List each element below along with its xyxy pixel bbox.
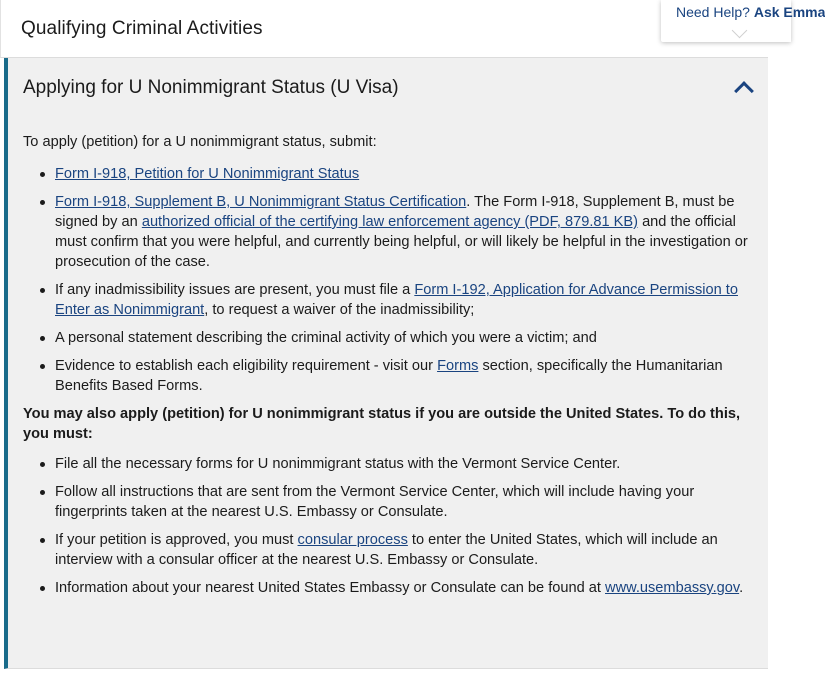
list-item <box>55 530 758 570</box>
list-text: If any inadmissibility issues are present, you must file a <box>55 282 415 298</box>
consular-process-link[interactable]: consular process <box>297 532 408 548</box>
form-i192-link[interactable]: Form I-192, Application for Advance Permission to Enter as Nonimmigrant <box>55 282 738 318</box>
list-item <box>55 356 758 396</box>
accordion-body <box>23 132 758 606</box>
chevron-up-icon[interactable] <box>734 81 754 101</box>
list-text: . The Form I-918, Supplement B, must be signed by an <box>55 194 735 230</box>
list-text: . <box>739 580 744 596</box>
intro-text: To apply (petition) for a U nonimmigrant status, submit: <box>23 134 377 150</box>
list-item <box>55 280 758 320</box>
list-text: Follow all instructions that are sent from the Vermont Service Center, which will include having your fingerprints taken at the nearest U.S. Embassy or Consulate. <box>55 484 695 520</box>
list-item <box>55 192 758 272</box>
list-text: File all the necessary forms for U nonimmigrant status with the Vermont Service Center. <box>55 456 621 472</box>
authorized-official-pdf-link[interactable]: authorized official of the certifying law enforcement agency (PDF, 879.81 KB) <box>141 214 639 230</box>
form-i918-supplement-b-link[interactable]: Form I-918, Supplement B, U Nonimmigrant Status Certification <box>55 194 467 210</box>
list-item <box>55 578 758 598</box>
usembassy-link[interactable]: www.usembassy.gov <box>605 580 740 596</box>
forms-link[interactable]: Forms <box>437 358 479 374</box>
outside-us-heading: You may also apply (petition) for U nonimmigrant status if you are outside the United States. To do this, you must: <box>23 406 741 442</box>
accordion-header[interactable] <box>8 58 768 118</box>
accordion-title: Applying for U Nonimmigrant Status (U Visa) <box>23 77 399 98</box>
accordion-title: Qualifying Criminal Activities <box>21 18 263 39</box>
accordion-u-visa <box>4 58 768 669</box>
list-item <box>55 482 758 522</box>
submit-list <box>23 164 758 396</box>
accordion-qualifying-criminal-activities[interactable] <box>0 0 768 58</box>
list-text: , to request a waiver of the inadmissibility; <box>204 302 475 318</box>
need-help-label: Need Help? Ask Emma <box>676 4 825 20</box>
list-text: If your petition is approved, you must <box>55 532 298 548</box>
need-help-tab[interactable] <box>661 0 825 42</box>
list-text: section, specifically the Humanitarian Benefits Based Forms. <box>55 358 723 394</box>
form-i918-link[interactable]: Form I-918, Petition for U Nonimmigrant Status <box>55 166 360 182</box>
list-text: and the official must confirm that you were helpful, and currently being helpful, or will likely be helpful in the investigation or prosecution of the case. <box>55 214 748 270</box>
list-text: A personal statement describing the criminal activity of which you were a victim; and <box>55 330 597 346</box>
list-item <box>55 328 758 348</box>
list-text: to enter the United States, which will include an interview with a consular officer at the nearest U.S. Embassy or Consulate. <box>55 532 718 568</box>
chevron-down-icon <box>732 23 748 39</box>
list-text: Information about your nearest United States Embassy or Consulate can be found at <box>55 580 606 596</box>
outside-us-list <box>23 454 758 598</box>
list-item <box>55 164 758 184</box>
list-text: Evidence to establish each eligibility requirement - visit our <box>55 358 438 374</box>
ask-emma-link[interactable]: Ask Emma <box>753 4 825 20</box>
list-item <box>55 454 758 474</box>
